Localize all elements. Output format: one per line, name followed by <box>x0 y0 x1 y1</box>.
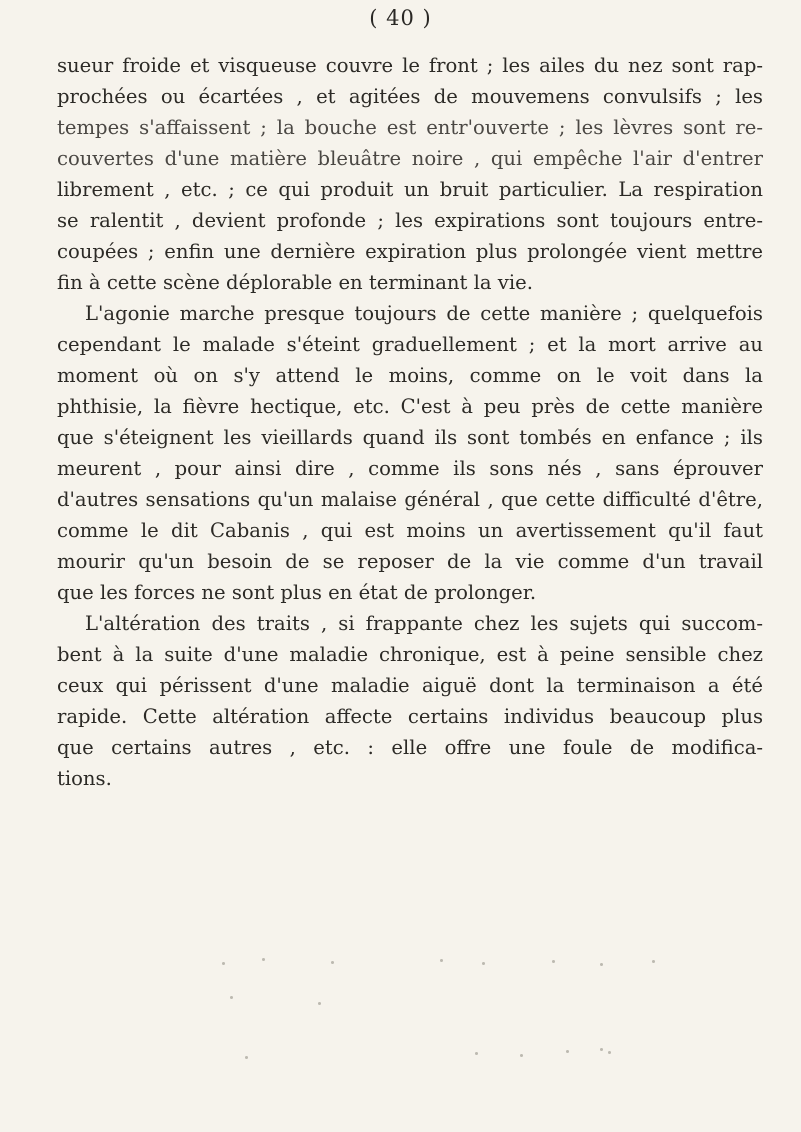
body-text <box>57 50 763 794</box>
text-line: mourir qu'un besoin de se reposer de la vie comme d'un travail <box>57 550 763 573</box>
text-line: cependant le malade s'éteint graduellement ; et la mort arrive au <box>57 333 763 356</box>
text-line: que s'éteignent les vieillards quand ils sont tombés en enfance ; ils <box>57 426 763 449</box>
text-line: meurent , pour ainsi dire , comme ils sons nés , sans éprouver <box>57 457 763 480</box>
text-line: rapide. Cette altération affecte certains individus beaucoup plus <box>57 705 763 728</box>
text-line: librement , etc. ; ce qui produit un bruit particulier. La respiration <box>57 178 763 201</box>
text-line: bent à la suite d'une maladie chronique, est à peine sensible chez <box>57 643 763 666</box>
text-line: tions. <box>57 767 112 790</box>
text-line: sueur froide et visqueuse couvre le front ; les ailes du nez sont rap- <box>57 54 763 77</box>
text-line: que les forces ne sont plus en état de prolonger. <box>57 581 537 604</box>
text-line: d'autres sensations qu'un malaise général , que cette difficulté d'être, <box>57 488 763 511</box>
text-line: phthisie, la fièvre hectique, etc. C'est à peu près de cette manière <box>57 395 763 418</box>
text-line: se ralentit , devient profonde ; les expirations sont toujours entre- <box>57 209 763 232</box>
page-number: ( 40 ) <box>369 6 432 30</box>
text-line: L'agonie marche presque toujours de cette manière ; quelquefois <box>85 302 763 325</box>
text-line: comme le dit Cabanis , qui est moins un avertissement qu'il faut <box>57 519 763 542</box>
text-line: prochées ou écartées , et agitées de mouvemens convulsifs ; les <box>57 85 763 108</box>
text-line: L'altération des traits , si frappante chez les sujets qui succom- <box>85 612 763 635</box>
text-line: coupées ; enfin une dernière expiration plus prolongée vient mettre <box>57 240 763 263</box>
text-line: tempes s'affaissent ; la bouche est entr'ouverte ; les lèvres sont re- <box>57 116 763 139</box>
text-line: couvertes d'une matière bleuâtre noire , qui empêche l'air d'entrer <box>57 147 763 170</box>
text-line: fin à cette scène déplorable en terminant la vie. <box>57 271 533 294</box>
text-line: ceux qui périssent d'une maladie aiguë dont la terminaison a été <box>57 674 763 697</box>
text-line: moment où on s'y attend le moins, comme on le voit dans la <box>57 364 763 387</box>
text-line: que certains autres , etc. : elle offre une foule de modifica- <box>57 736 763 759</box>
